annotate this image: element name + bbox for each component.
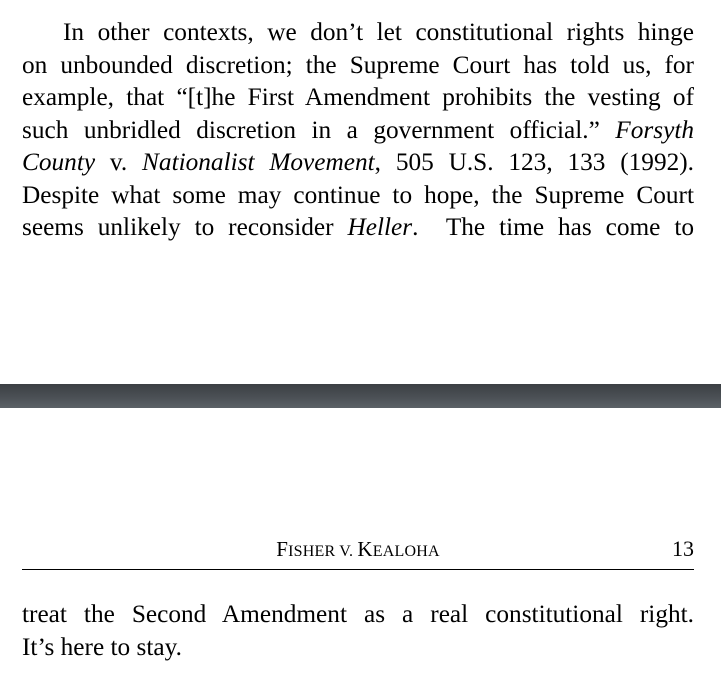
title-initial: F [276, 537, 289, 561]
opinion-paragraph-continued [22, 598, 694, 663]
case-name-italic: Heller [347, 213, 413, 241]
page-break-divider [0, 384, 721, 408]
text-line: In other contexts, we don’t let constitutional rights hinge [63, 18, 694, 46]
running-head [22, 533, 694, 570]
citation: , 505 U.S. 123, 133 (1992). [374, 148, 694, 176]
title-smallcaps: EALOHA [372, 543, 440, 560]
text-line: treat the Second Amendment as a real constitutional right. [22, 600, 694, 628]
opinion-paragraph [22, 16, 694, 244]
running-head-title [22, 537, 694, 562]
text-line: It’s here to stay. [22, 632, 182, 661]
text-segment: seems unlikely to reconsider [22, 213, 348, 241]
text-line [22, 146, 694, 179]
text-line: Despite what some may continue to hope, the Supreme Court [22, 180, 694, 209]
case-name-italic: Forsyth [615, 115, 694, 144]
page-number: 13 [672, 536, 694, 561]
text-segment: . The time has come to [412, 213, 694, 241]
text-line: example, that “[t]he First Amendment prohibits the vesting of [22, 83, 694, 111]
text-line: on unbounded discretion; the Supreme Court has told us, for [22, 50, 694, 79]
case-name-italic: County [22, 148, 96, 176]
text-line [22, 114, 694, 147]
text-segment: such unbridled discretion in a government official.” [22, 115, 600, 144]
title-smallcaps: V. [335, 543, 358, 560]
case-name-italic: Nationalist Movement [142, 148, 375, 176]
title-initial: K [357, 537, 373, 561]
text-segment: v. [95, 148, 143, 176]
text-line [22, 211, 694, 244]
title-smallcaps: ISHER [288, 543, 336, 560]
